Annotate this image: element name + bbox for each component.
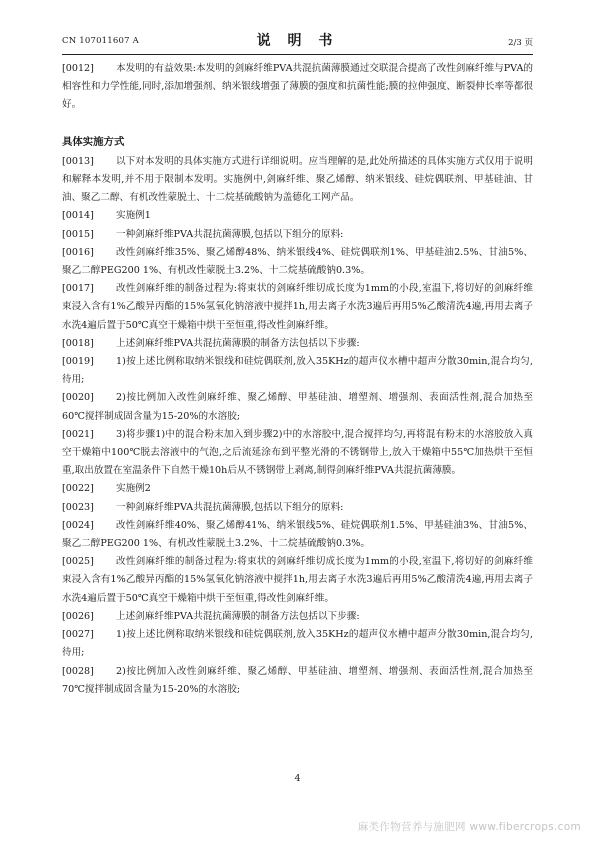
paragraph-text: 改性剑麻纤维40%、聚乙烯醇41%、纳米银线5%、硅烷偶联剂1.5%、甲基硅油3%、甘油5%、聚乙二醇PEG200 1%、有机改性蒙脱土3.2%、十二烷基硫酸钠0.3%。	[62, 519, 533, 550]
paragraph	[62, 60, 533, 115]
paragraph-text: 以下对本发明的具体实施方式进行详细说明。应当理解的是,此处所描述的具体实施方式仅用于说明和解释本发明,并不用于限制本发明。实施例中,剑麻纤维、聚乙烯醇、纳米银线、硅烷偶联剂、甲基硅油、甘油、聚乙二醇、有机改性蒙脱土、十二烷基硫酸钠为盖德化工网产品。	[62, 155, 533, 204]
paragraph	[62, 608, 533, 626]
paragraph	[62, 226, 533, 244]
paragraph	[62, 207, 533, 225]
paragraph	[62, 426, 533, 481]
page-header	[62, 28, 533, 48]
paragraph-text: 3)将步骤1)中的混合粉末加入到步骤2)中的水溶胶中,混合搅拌均匀,再将混有粉末的水溶胶放入真空干燥箱中100℃脱去溶液中的气泡,之后流延涂布到平整光滑的不锈钢带上,放入干燥箱中55℃加热烘干至恒重,取出放置在室温条件下自然干燥10h后从不锈钢带上剥离,制得剑麻纤维PVA共混抗菌薄膜。	[62, 428, 533, 477]
paragraph-number: [0021]	[62, 428, 94, 440]
paragraph-number: [0017]	[62, 283, 94, 295]
paragraph	[62, 626, 533, 662]
paragraph-number: [0012]	[62, 63, 94, 74]
paragraph-text: 上述剑麻纤维PVA共混抗菌薄膜的制备方法包括以下步骤:	[116, 337, 360, 349]
paragraph	[62, 480, 533, 498]
paragraph-number: [0028]	[62, 665, 94, 677]
paragraph-text: 1)按上述比例称取纳米银线和硅烷偶联剂,放入35KHz的超声仪水槽中超声分散30min,混合均匀,待用;	[62, 356, 533, 386]
paragraph	[62, 553, 533, 608]
paragraph-text: 实施例1	[116, 210, 151, 222]
paragraph-number: [0020]	[62, 392, 94, 404]
paragraph-text: 一种剑麻纤维PVA共混抗菌薄膜,包括以下组分的原料:	[116, 501, 344, 513]
paragraph-text: 实施例2	[116, 483, 151, 495]
paragraph-number: [0016]	[62, 246, 94, 258]
page-number: 4	[294, 773, 301, 784]
paragraph-number: [0013]	[62, 155, 94, 167]
page-of-indicator: 2/3 页	[508, 38, 533, 48]
paragraph-text: 改性剑麻纤维35%、聚乙烯醇48%、纳米银线4%、硅烷偶联剂1%、甲基硅油2.5%、甘油5%、聚乙二醇PEG200 1%、有机改性蒙脱土3.2%、十二烷基硫酸钠0.3%。	[62, 246, 533, 277]
paragraph-number: [0025]	[62, 556, 94, 568]
header-divider	[62, 54, 533, 55]
site-watermark: 麻类作物营养与施肥网 www.fibercrops.com	[357, 821, 581, 833]
paragraph	[62, 353, 533, 389]
paragraph-number: [0024]	[62, 519, 94, 531]
paragraph-text: 改性剑麻纤维的制备过程为:将束状的剑麻纤维切成长度为1mm的小段,室温下,将切好的剑麻纤维束浸入含有1%乙酸异丙酯的15%氢氧化钠溶液中搅拌1h,用去离子水洗3遍后再用5%乙酸清洗4遍,再用去离子水洗4遍后置于50℃真空干燥箱中烘干至恒重,得改性剑麻纤维。	[62, 556, 533, 604]
paragraph-text: 1)按上述比例称取纳米银线和硅烷偶联剂,放入35KHz的超声仪水槽中超声分散30min,混合均匀,待用;	[62, 629, 533, 659]
paragraph-text: 本发明的有益效果:本发明的剑麻纤维PVA共混抗菌薄膜通过交联混合提高了改性剑麻纤维与PVA的相容性和力学性能,同时,添加增强剂、纳米银线增强了薄膜的强度和抗菌性能;膜的拉伸强度、断裂伸长率等都很好。	[62, 63, 533, 111]
paragraph-number: [0015]	[62, 228, 94, 240]
paragraph-text: 改性剑麻纤维的制备过程为:将束状的剑麻纤维切成长度为1mm的小段,室温下,将切好的剑麻纤维束浸入含有1%乙酸异丙酯的15%氢氧化钠溶液中搅拌1h,用去离子水洗3遍后再用5%乙酸清洗4遍,再用去离子水洗4遍后置于50℃真空干燥箱中烘干至恒重,得改性剑麻纤维。	[62, 283, 533, 331]
paragraph-number: [0026]	[62, 610, 94, 622]
paragraph	[62, 517, 533, 553]
document-body	[62, 60, 533, 699]
paragraph-text: 2)按比例加入改性剑麻纤维、聚乙烯醇、甲基硅油、增塑剂、增强剂、表面活性剂,混合加热至70℃搅拌制成固含量为15-20%的水溶胶;	[62, 665, 533, 695]
paragraph-text: 一种剑麻纤维PVA共混抗菌薄膜,包括以下组分的原料:	[116, 228, 344, 240]
paragraph-number: [0014]	[62, 210, 94, 222]
paragraph	[62, 499, 533, 517]
section-heading: 具体实施方式	[62, 135, 125, 148]
paragraph-number: [0019]	[62, 356, 94, 368]
document-title: 说 明 书	[256, 33, 339, 49]
paragraph	[62, 663, 533, 699]
paragraph	[62, 389, 533, 425]
paragraph	[62, 280, 533, 335]
paragraph-number: [0023]	[62, 501, 94, 513]
paragraph-number: [0022]	[62, 483, 94, 495]
paragraph	[62, 244, 533, 280]
patent-number: CN 107011607 A	[62, 36, 139, 46]
paragraph-number: [0027]	[62, 629, 94, 641]
paragraph-number: [0018]	[62, 337, 94, 349]
paragraph-text: 上述剑麻纤维PVA共混抗菌薄膜的制备方法包括以下步骤:	[116, 610, 360, 622]
paragraph	[62, 153, 533, 208]
paragraph-text: 2)按比例加入改性剑麻纤维、聚乙烯醇、甲基硅油、增塑剂、增强剂、表面活性剂,混合加热至60℃搅拌制成固含量为15-20%的水溶胶;	[62, 392, 533, 422]
paragraph	[62, 335, 533, 353]
